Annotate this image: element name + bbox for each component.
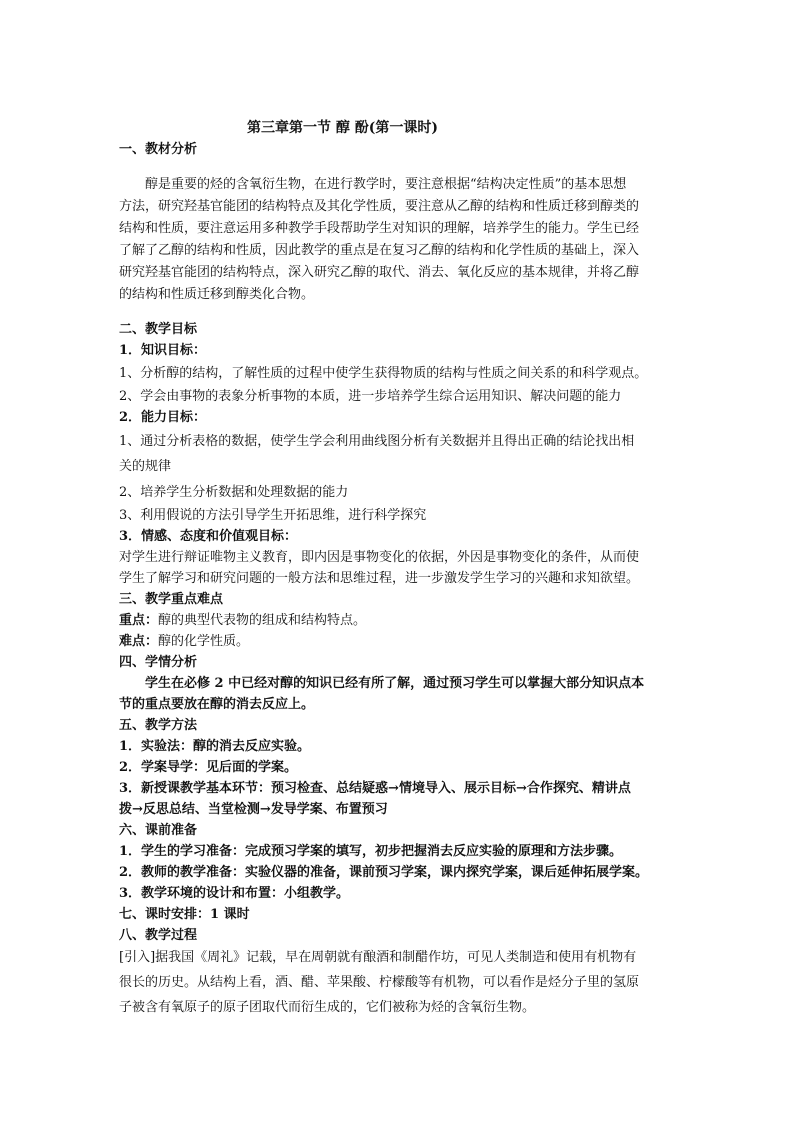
difficulty-text: 醇的化学性质。	[158, 634, 250, 649]
ability-goal-1: 1、通过分析表格的数据，使学生学会利用曲线图分析有关数据并且得出正确的结论找出相	[119, 434, 635, 449]
process-intro-line-2: 很长的历史。从结构上看，酒、醋、苹果酸、柠檬酸等有机物，可以看作是烃分子里的氢原	[119, 975, 640, 990]
ability-goal-1-continued: 关的规律	[119, 459, 172, 474]
section-2-heading: 二、教学目标	[119, 322, 198, 337]
difficulty-point	[119, 632, 249, 652]
process-intro-line-3: 子被含有氧原子的原子团取代而衍生成的，它们被称为烃的含氧衍生物。	[119, 1000, 536, 1015]
knowledge-goal-2: 2、学会由事物的表象分析事物的本质，进一步培养学生综合运用知识、解决问题的能力	[119, 389, 622, 404]
paragraph-line: 结构和性质，要注意运用多种教学手段帮助学生对知识的理解，培养学生的能力。学生已经	[119, 221, 640, 236]
process-intro-line-1: [引入]据我国《周礼》记载，早在周朝就有酿酒和制醋作坊，可见人类制造和使用有机物有	[119, 950, 637, 965]
method-3-continued: 拨→反思总结、当堂检测→发导学案、布置预习	[119, 802, 388, 817]
knowledge-goal-heading: 1．知识目标：	[119, 343, 207, 358]
paragraph-line: 醇是重要的烃的含氧衍生物，在进行教学时，要注意根据“结构决定性质”的基本思想	[145, 177, 627, 192]
paragraph-line: 的结构和性质迁移到醇类化合物。	[119, 287, 315, 302]
paragraph-line: 方法，研究羟基官能团的结构特点及其化学性质，要注意从乙醇的结构和性质迁移到醇类的	[119, 199, 640, 214]
ability-goal-2: 2、培养学生分析数据和处理数据的能力	[119, 485, 349, 500]
emotion-goal-line-1: 对学生进行辩证唯物主义教育，即内因是事物变化的依据，外因是事物变化的条件，从而使	[119, 550, 640, 565]
method-3: 3．新授课教学基本环节：预习检查、总结疑惑→情境导入、展示目标→合作探究、精讲点	[119, 781, 631, 796]
section-6-heading: 六、课前准备	[119, 823, 198, 838]
focus-text: 醇的典型代表物的组成和结构特点。	[158, 613, 367, 628]
emotion-goal-heading: 3．情感、态度和价值观目标：	[119, 529, 298, 544]
section-8-heading: 八、教学过程	[119, 928, 198, 943]
emotion-goal-line-2: 学生了解学习和研究问题的一般方法和思维过程，进一步激发学生学习的兴趣和求知欲望。	[119, 571, 640, 586]
method-2: 2．学案导学：见后面的学案。	[119, 760, 298, 775]
learner-analysis-line-2: 节的重点要放在醇的消去反应上。	[119, 697, 315, 712]
focus-point	[119, 611, 366, 631]
learner-analysis-line-1: 学生在必修 2 中已经对醇的知识已经有所了解，通过预习学生可以掌握大部分知识点本	[145, 676, 645, 691]
section-1-paragraph	[119, 174, 679, 306]
section-7-heading: 七、课时安排：1 课时	[119, 907, 250, 922]
page-title: 第三章第一节 醇 酚(第一课时)	[247, 120, 438, 136]
ability-goal-heading: 2．能力目标：	[119, 410, 207, 425]
prep-2: 2．教师的教学准备：实验仪器的准备，课前预习学案，课内探究学案，课后延伸拓展学案。	[119, 865, 649, 880]
difficulty-label: 难点：	[119, 634, 159, 649]
paragraph-line: 了解了乙醇的结构和性质，因此教学的重点是在复习乙醇的结构和化学性质的基础上，深入	[119, 243, 640, 258]
section-3-heading: 三、教学重点难点	[119, 592, 224, 607]
prep-3: 3．教学环境的设计和布置：小组教学。	[119, 886, 350, 901]
knowledge-goal-1: 1、分析醇的结构，了解性质的过程中使学生获得物质的结构与性质之间关系的和科学观点。	[119, 366, 648, 381]
section-1-heading: 一、教材分析	[119, 142, 198, 157]
section-5-heading: 五、教学方法	[119, 718, 198, 733]
ability-goal-3: 3、利用假说的方法引导学生开拓思维，进行科学探究	[119, 508, 427, 523]
prep-1: 1．学生的学习准备：完成预习学案的填写，初步把握消去反应实验的原理和方法步骤。	[119, 844, 623, 859]
focus-label: 重点：	[119, 613, 159, 628]
method-1: 1．实验法：醇的消去反应实验。	[119, 739, 311, 754]
section-4-heading: 四、学情分析	[119, 655, 198, 670]
paragraph-line: 研究羟基官能团的结构特点，深入研究乙醇的取代、消去、氧化反应的基本规律，并将乙醇	[119, 265, 640, 280]
